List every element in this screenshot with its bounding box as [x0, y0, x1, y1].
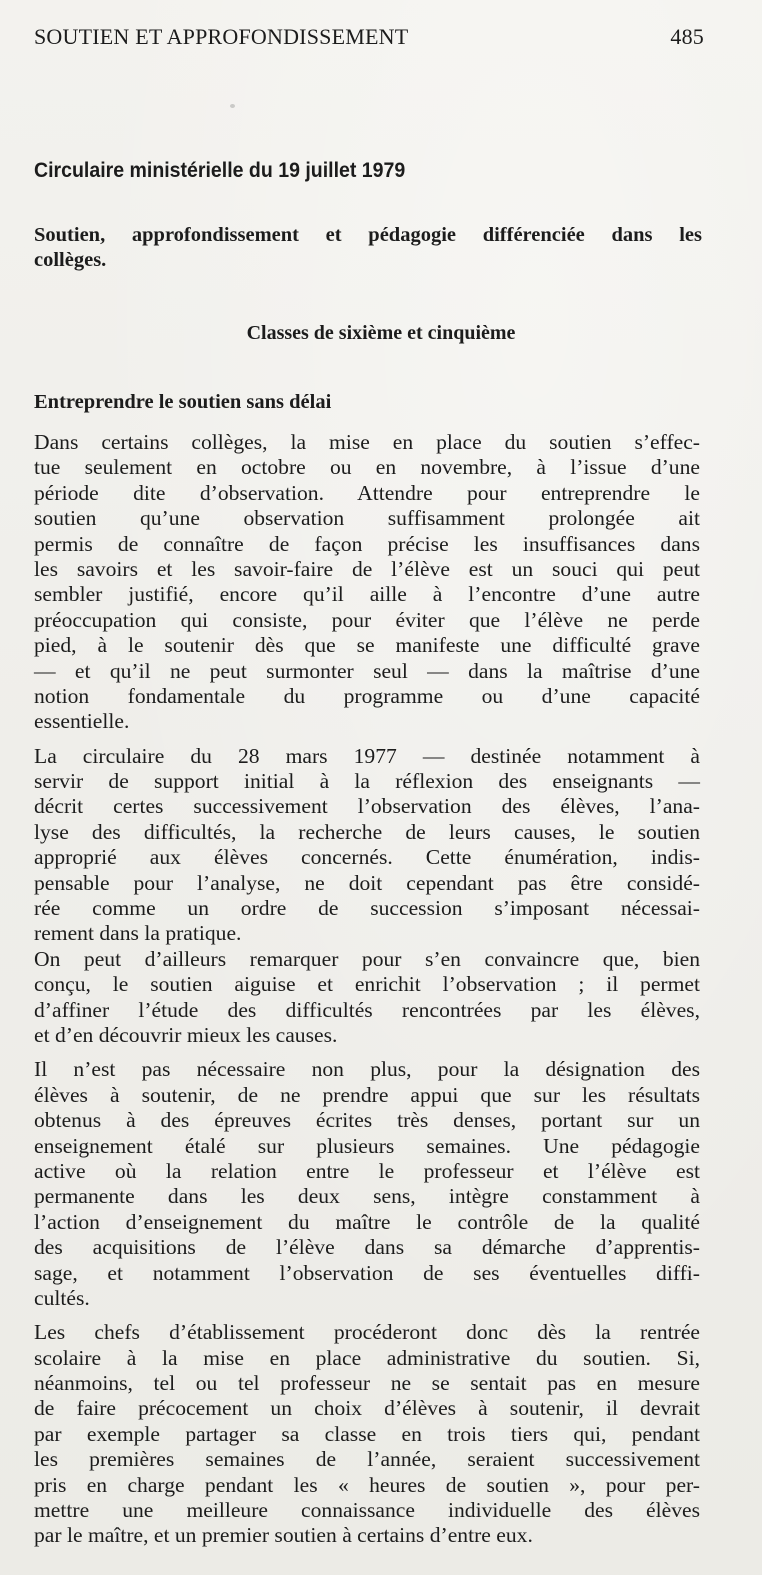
text-line: élèves à soutenir, de ne prendre appui que sur les résultats [34, 1082, 700, 1107]
running-head [34, 24, 704, 54]
paragraph [34, 430, 700, 735]
text-line: servir de support initial à la réflexion des enseignants — [34, 769, 700, 794]
paragraph-gap [34, 735, 700, 744]
text-line: Les chefs d’établissement procéderont donc dès la rentrée [34, 1320, 700, 1345]
text-line: période dite d’observation. Attendre pour entreprendre le [34, 480, 700, 505]
ink-speck [230, 104, 235, 108]
text-line: cultés. [34, 1285, 90, 1310]
circular-title: Circulaire ministérielle du 19 juillet 1979 [34, 159, 406, 182]
text-line: sembler justifié, encore qu’il aille à l’encontre d’une autre [34, 582, 700, 607]
text-line: préoccupation qui consiste, pour éviter que l’élève ne perde [34, 607, 700, 632]
text-line: tue seulement en octobre ou en novembre, à l’issue d’une [34, 455, 700, 480]
text-line: obtenus à des épreuves écrites très denses, portant sur un [34, 1108, 700, 1133]
text-line: enseignement étalé sur plusieurs semaines. Une pédagogie [34, 1133, 700, 1158]
text-line: active où la relation entre le professeur et l’élève est [34, 1158, 700, 1183]
text-line: décrit certes successivement l’observation des élèves, l’ana- [34, 794, 700, 819]
text-line: pensable pour l’analyse, ne doit cependant pas être considé- [34, 870, 700, 895]
text-line: Dans certains collèges, la mise en place du soutien s’effec- [34, 430, 700, 454]
text-line: conçu, le soutien aiguise et enrichit l’observation ; il permet [34, 972, 700, 997]
text-line: soutien qu’une observation suffisamment prolongée ait [34, 506, 700, 531]
text-line: rée comme un ordre de succession s’imposant nécessai- [34, 896, 700, 921]
text-line: lyse des difficultés, la recherche de leurs causes, le soutien [34, 819, 700, 844]
text-line: notion fondamentale du programme ou d’une capacité [34, 683, 700, 708]
text-line: permanente dans les deux sens, intègre constamment à [34, 1184, 700, 1209]
text-line: Il n’est pas nécessaire non plus, pour la désignation des [34, 1057, 700, 1082]
paragraph-gap [34, 1311, 700, 1320]
text-line: d’affiner l’étude des difficultés rencontrées par les élèves, [34, 997, 700, 1022]
text-line: La circulaire du 28 mars 1977 — destinée notamment à [34, 743, 700, 768]
text-line: pied, à le soutenir dès que se manifeste une difficulté grave [34, 633, 700, 658]
paragraph [34, 1057, 700, 1311]
text-line: les savoirs et les savoir-faire de l’élève est un souci qui peut [34, 556, 700, 581]
section-heading: Entreprendre le soutien sans délai [34, 391, 332, 413]
subject-line: collèges. [34, 249, 107, 272]
text-line: néanmoins, tel ou tel professeur ne se sentait pas en mesure [34, 1371, 700, 1396]
running-head-title: SOUTIEN ET APPROFONDISSEMENT [34, 24, 409, 49]
paragraph [34, 947, 700, 1049]
text-line: On peut d’ailleurs remarquer pour s’en convaincre que, bien [34, 946, 700, 971]
text-line: pris en charge pendant les « heures de soutien », pour per- [34, 1472, 700, 1497]
text-line: rement dans la pratique. [34, 921, 242, 946]
subject-heading [34, 223, 702, 274]
page-number: 485 [670, 24, 704, 49]
text-line: mettre une meilleure connaissance individuelle des élèves [34, 1498, 700, 1523]
text-line: les premières semaines de l’année, seraient successivement [34, 1447, 700, 1472]
body-text [34, 430, 700, 1549]
text-line: par le maître, et un premier soutien à certains d’entre eux. [34, 1523, 533, 1548]
paragraph [34, 744, 700, 947]
text-line: — et qu’il ne peut surmonter seul — dans la maîtrise d’une [34, 658, 700, 683]
subject-line: Soutien, approfondissement et pédagogie différenciée dans les [34, 224, 702, 246]
text-line: scolaire à la mise en place administrative du soutien. Si, [34, 1345, 700, 1370]
text-line: permis de connaître de façon précise les insuffisances dans [34, 531, 700, 556]
paragraph-gap [34, 1048, 700, 1057]
text-line: approprié aux élèves concernés. Cette énumération, indis- [34, 845, 700, 870]
classes-heading: Classes de sixième et cinquième [246, 322, 516, 344]
text-line: l’action d’enseignement du maître le contrôle de la qualité [34, 1209, 700, 1234]
text-line: sage, et notamment l’observation de ses éventuelles diffi- [34, 1260, 700, 1285]
text-line: et d’en découvrir mieux les causes. [34, 1022, 338, 1047]
text-line: essentielle. [34, 709, 130, 734]
paragraph [34, 1320, 700, 1549]
text-line: par exemple partager sa classe en trois tiers qui, pendant [34, 1421, 700, 1446]
text-line: des acquisitions de l’élève dans sa démarche d’apprentis- [34, 1235, 700, 1260]
text-line: de faire précocement un choix d’élèves à soutenir, il devrait [34, 1396, 700, 1421]
